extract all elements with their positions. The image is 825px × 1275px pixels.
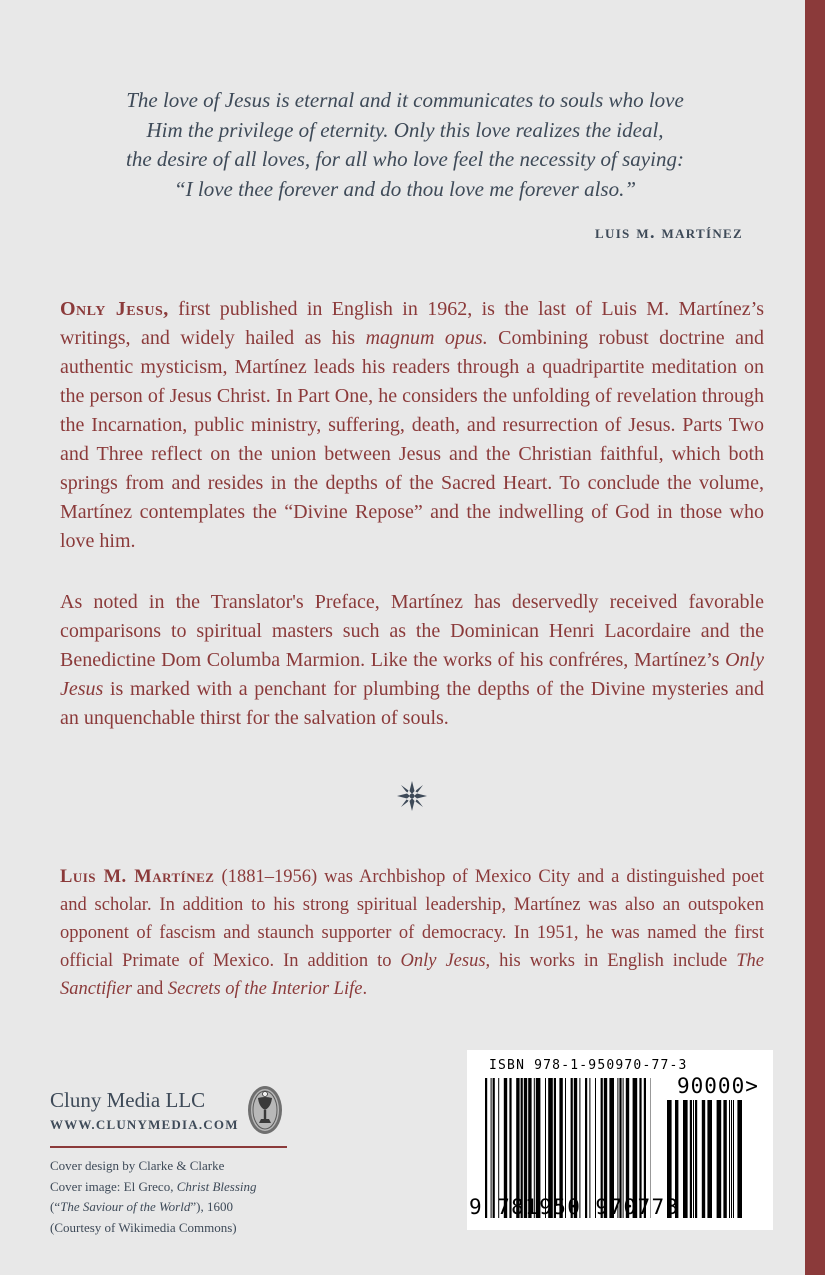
price-code: 90000> — [677, 1074, 759, 1098]
image-subtitle: (“The Saviour of the World”), 1600 — [50, 1199, 233, 1214]
author-bio: Luis M. Martínez (1881–1956) was Archbishop of Mexico City and a distinguished poet and scholar. In addition to his strong spiritual leadership, Martínez was also an outspoken opponent of fascism and staunch supporter of democracy. In 1951, he was named the first official Primate of Mexico. In addition to Only Jesus, his works in English include The Sanctifier and Secrets of the Interior Life. — [60, 867, 764, 999]
publisher-website[interactable]: WWW.CLUNYMEDIA.COM — [50, 1117, 239, 1132]
description-paragraph-1: Only Jesus, first published in English in 1962, is the last of Luis M. Martínez’s writings, and widely hailed as his magnum opus. Combining robust doctrine and authentic mysticism, Martínez leads his readers through a quadripartite meditation on the person of Jesus Christ. In Part One, he considers the unfolding of revelation through the Incarnation, public ministry, suffering, death, and resurrection of Jesus. Parts Two and Three reflect on the union between Jesus and the Christian faithful, which both springs from and resides in the depths of the Sacred Heart. To conclude the volume, Martínez contemplates the “Divine Repose” and the indwelling of God in those who love him. — [60, 298, 764, 552]
author-name: Luis M. Martínez — [60, 867, 215, 887]
publisher-name: Cluny Media LLC — [50, 1088, 206, 1112]
ornament-icon — [396, 780, 428, 812]
quote-line: “I love thee forever and do thou love me forever also.” — [173, 176, 637, 201]
quote-author: luis m. martínez — [595, 222, 743, 242]
quote-line: Him the privilege of eternity. Only this love realizes the ideal, — [146, 117, 664, 142]
quote-line: The love of Jesus is eternal and it communicates to souls who love — [126, 88, 684, 112]
divider-rule — [50, 1146, 287, 1148]
isbn-barcode — [467, 1050, 773, 1230]
isbn-label: ISBN 978-1-950970-77-3 — [489, 1058, 688, 1073]
chalice-medallion-icon — [247, 1085, 283, 1135]
image-credit: Cover image: El Greco, Christ Blessing — [50, 1178, 257, 1194]
spine-stripe — [805, 0, 825, 1275]
design-credit: Cover design by Clarke & Clarke — [50, 1158, 225, 1173]
courtesy-credit: (Courtesy of Wikimedia Commons) — [50, 1219, 237, 1235]
book-title: Only Jesus, — [60, 298, 169, 320]
quote-line: the desire of all loves, for all who love feel the necessity of saying: — [126, 147, 684, 171]
description-paragraph-2: As noted in the Translator's Preface, Martínez has deservedly received favorable comparisons to spiritual masters such as the Dominican Henri Lacordaire and the Benedictine Dom Columba Marmion. Like the works of his confréres, Martínez’s Only Jesus is marked with a penchant for plumbing the depths of the Divine mysteries and an unquenchable thirst for the salvation of souls. — [60, 591, 764, 729]
epigraph-quote — [60, 86, 750, 204]
cover-credits — [50, 1156, 320, 1238]
ean-digits: 9 781950 970773 — [469, 1195, 680, 1219]
